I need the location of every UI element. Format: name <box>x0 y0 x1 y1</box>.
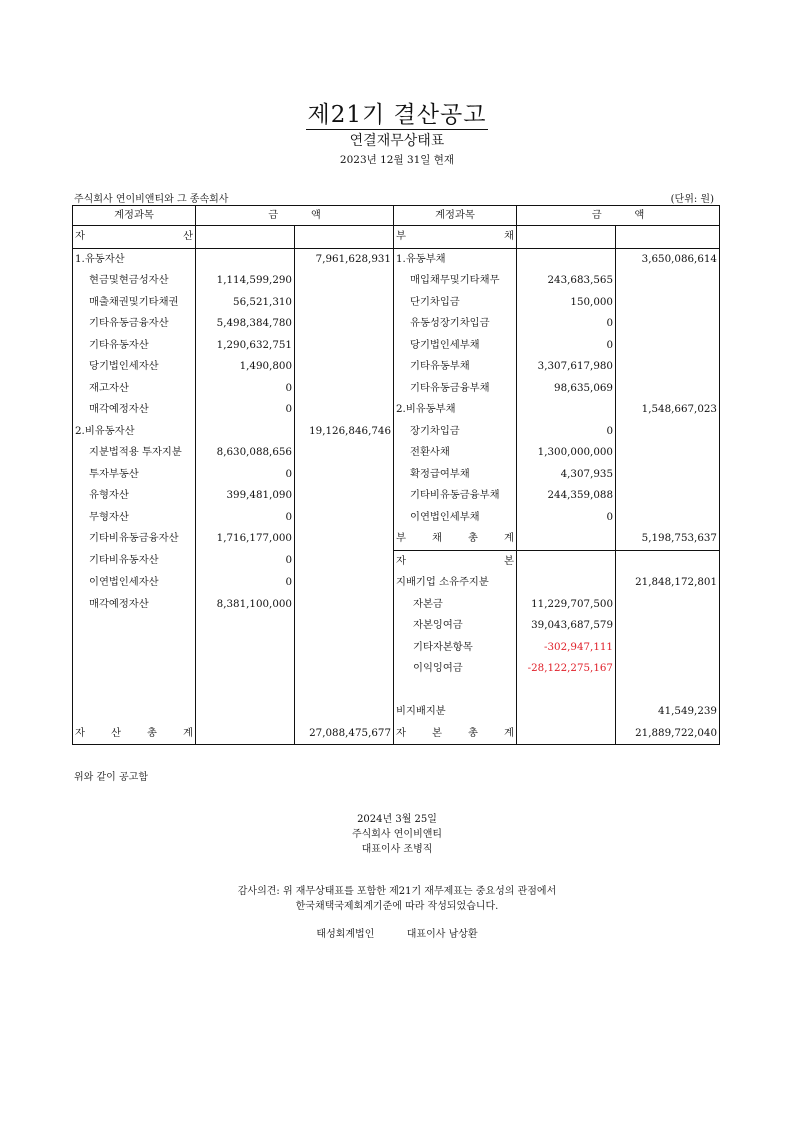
left-detail-amount: 1,290,632,751 <box>196 335 295 357</box>
left-account-cell: 기타비유동금융자산 <box>73 528 196 550</box>
left-total-amount <box>295 442 394 464</box>
right-detail-amount <box>517 528 616 550</box>
left-account-cell: 재고자산 <box>73 378 196 400</box>
left-total-amount <box>295 637 394 659</box>
left-total-amount <box>295 701 394 723</box>
left-detail-amount <box>196 701 295 723</box>
left-account-cell: 1.유동자산 <box>73 248 196 270</box>
table-row <box>73 356 720 378</box>
statement-date: 2023년 12월 31일 현재 <box>339 154 455 166</box>
right-total-amount: 1,548,667,023 <box>616 399 720 421</box>
left-total-amount <box>295 485 394 507</box>
left-detail-amount: 56,521,310 <box>196 292 295 314</box>
left-section-heading: 자 산 <box>73 226 196 249</box>
right-account-cell: 당기법인세부채 <box>394 335 517 357</box>
right-detail-amount: 4,307,935 <box>517 464 616 486</box>
left-detail-amount <box>196 615 295 637</box>
left-account-cell: 유형자산 <box>73 485 196 507</box>
right-total-amount <box>616 378 720 400</box>
left-detail-amount <box>196 723 295 745</box>
right-total-amount <box>616 313 720 335</box>
page-title: 제21기 결산공고 <box>307 102 487 128</box>
right-account-header: 계정과목 <box>394 206 517 226</box>
right-account-cell: 이익잉여금 <box>394 658 517 680</box>
right-detail-amount <box>517 399 616 421</box>
left-total-amount <box>295 335 394 357</box>
left-detail-amount <box>196 248 295 270</box>
notice-date: 2024년 3월 25일 <box>357 814 437 825</box>
left-detail-amount <box>196 226 295 249</box>
left-total-amount <box>295 528 394 550</box>
right-total-amount <box>616 270 720 292</box>
left-total-amount: 19,126,846,746 <box>295 421 394 443</box>
left-total-amount <box>295 356 394 378</box>
left-account-cell: 기타비유동자산 <box>73 550 196 572</box>
left-account-cell: 매각예정자산 <box>73 594 196 616</box>
notice-ceo: 대표이사 조병직 <box>361 844 433 855</box>
left-detail-amount <box>196 421 295 443</box>
auditor-ceo: 대표이사 남상환 <box>406 929 478 940</box>
left-account-cell <box>73 637 196 659</box>
auditor-name: 태성회계법인 <box>316 929 375 940</box>
right-amount-header: 금 액 <box>517 206 720 226</box>
right-total-amount <box>616 507 720 529</box>
right-detail-amount: 1,300,000,000 <box>517 442 616 464</box>
left-account-cell: 현금및현금성자산 <box>73 270 196 292</box>
right-account-cell: 기타비유동금융부채 <box>394 485 517 507</box>
table-row <box>73 572 720 594</box>
left-account-cell: 투자부동산 <box>73 464 196 486</box>
left-detail-amount: 8,630,088,656 <box>196 442 295 464</box>
table-row <box>73 421 720 443</box>
right-account-cell: 기타자본항목 <box>394 637 517 659</box>
left-account-cell: 기타유동자산 <box>73 335 196 357</box>
right-account-cell: 자본잉여금 <box>394 615 517 637</box>
right-total-amount: 41,549,239 <box>616 701 720 723</box>
right-total-amount: 21,848,172,801 <box>616 572 720 594</box>
left-account-cell: 매출채권및기타채권 <box>73 292 196 314</box>
left-account-cell: 지분법적용 투자지분 <box>73 442 196 464</box>
right-detail-amount <box>517 680 616 702</box>
right-detail-amount: 0 <box>517 507 616 529</box>
right-account-cell <box>394 680 517 702</box>
right-detail-amount <box>517 226 616 249</box>
left-total-label: 자 산 총 계 <box>73 723 196 745</box>
left-detail-amount: 8,381,100,000 <box>196 594 295 616</box>
table-row <box>73 399 720 421</box>
left-detail-amount <box>196 637 295 659</box>
right-total-amount <box>616 680 720 702</box>
left-account-cell <box>73 701 196 723</box>
right-detail-amount: 0 <box>517 421 616 443</box>
table-row <box>73 615 720 637</box>
table-row <box>73 723 720 745</box>
table-row <box>73 292 720 314</box>
right-detail-amount: 39,043,687,579 <box>517 615 616 637</box>
left-detail-amount: 5,498,384,780 <box>196 313 295 335</box>
right-total-amount <box>616 292 720 314</box>
left-total-amount <box>295 313 394 335</box>
right-account-cell: 전환사채 <box>394 442 517 464</box>
left-detail-amount: 0 <box>196 399 295 421</box>
left-detail-amount: 0 <box>196 550 295 572</box>
table-row <box>73 594 720 616</box>
table-row <box>73 335 720 357</box>
table-row <box>73 550 720 572</box>
left-account-cell: 2.비유동자산 <box>73 421 196 443</box>
right-total-amount <box>616 356 720 378</box>
left-total-amount <box>295 378 394 400</box>
table-row <box>73 701 720 723</box>
left-account-cell: 매각예정자산 <box>73 399 196 421</box>
right-account-cell: 1.유동부채 <box>394 248 517 270</box>
right-detail-amount: 98,635,069 <box>517 378 616 400</box>
right-detail-amount <box>517 723 616 745</box>
left-detail-amount: 0 <box>196 572 295 594</box>
table-row <box>73 637 720 659</box>
left-total-amount <box>295 507 394 529</box>
left-detail-amount: 1,490,800 <box>196 356 295 378</box>
table-row <box>73 658 720 680</box>
left-detail-amount: 0 <box>196 378 295 400</box>
left-total-amount <box>295 615 394 637</box>
left-total-amount <box>295 550 394 572</box>
left-account-cell: 무형자산 <box>73 507 196 529</box>
right-detail-amount: 0 <box>517 313 616 335</box>
table-row <box>73 507 720 529</box>
audit-opinion-line2: 한국채택국제회계기준에 따라 작성되었습니다. <box>295 901 499 912</box>
right-account-cell: 비지배지분 <box>394 701 517 723</box>
right-detail-amount <box>517 572 616 594</box>
left-detail-amount <box>196 658 295 680</box>
right-total-amount <box>616 464 720 486</box>
right-account-cell: 자본금 <box>394 594 517 616</box>
left-total-amount <box>295 594 394 616</box>
statement-name: 연결재무상태표 <box>349 133 445 149</box>
right-account-cell: 유동성장기차입금 <box>394 313 517 335</box>
right-account-cell: 지배기업 소유주지분 <box>394 572 517 594</box>
table-row <box>73 313 720 335</box>
unit-label: (단위: 원) <box>670 194 714 205</box>
right-total-amount <box>616 442 720 464</box>
right-total-label: 자 본 총 계 <box>394 723 517 745</box>
notice-company: 주식회사 연이비앤티 <box>351 829 443 840</box>
left-detail-amount: 0 <box>196 464 295 486</box>
right-account-cell: 이연법인세부채 <box>394 507 517 529</box>
right-total-amount <box>616 658 720 680</box>
right-total-amount <box>616 421 720 443</box>
right-total-amount: 5,198,753,637 <box>616 528 720 550</box>
right-detail-amount <box>517 550 616 572</box>
right-detail-amount: 150,000 <box>517 292 616 314</box>
left-total-amount: 27,088,475,677 <box>295 723 394 745</box>
left-account-cell: 기타유동금융자산 <box>73 313 196 335</box>
table-header-row <box>73 206 720 226</box>
right-detail-amount <box>517 248 616 270</box>
table-row <box>73 248 720 270</box>
right-total-amount <box>616 226 720 249</box>
left-total-amount <box>295 399 394 421</box>
left-account-cell <box>73 680 196 702</box>
right-total-amount <box>616 615 720 637</box>
left-account-cell: 이연법인세자산 <box>73 572 196 594</box>
right-detail-amount: 0 <box>517 335 616 357</box>
left-total-amount <box>295 226 394 249</box>
left-total-amount <box>295 270 394 292</box>
table-row <box>73 485 720 507</box>
right-total-amount <box>616 485 720 507</box>
table-row <box>73 378 720 400</box>
table-row <box>73 464 720 486</box>
table-row <box>73 442 720 464</box>
right-detail-amount: -28,122,275,167 <box>517 658 616 680</box>
right-detail-amount: 244,359,088 <box>517 485 616 507</box>
left-total-amount <box>295 572 394 594</box>
right-account-cell: 기타유동금융부채 <box>394 378 517 400</box>
left-detail-amount <box>196 680 295 702</box>
left-total-amount <box>295 464 394 486</box>
left-account-cell <box>73 615 196 637</box>
notice-text: 위와 같이 공고함 <box>74 772 148 783</box>
right-detail-amount: -302,947,111 <box>517 637 616 659</box>
left-account-cell: 당기법인세자산 <box>73 356 196 378</box>
left-detail-amount: 399,481,090 <box>196 485 295 507</box>
right-total-amount <box>616 594 720 616</box>
table-row <box>73 680 720 702</box>
left-detail-amount: 0 <box>196 507 295 529</box>
right-section-heading: 부 채 <box>394 226 517 249</box>
left-detail-amount: 1,716,177,000 <box>196 528 295 550</box>
right-section-heading: 자 본 <box>394 550 517 572</box>
left-total-amount <box>295 658 394 680</box>
right-detail-amount: 3,307,617,980 <box>517 356 616 378</box>
left-detail-amount: 1,114,599,290 <box>196 270 295 292</box>
right-total-amount <box>616 637 720 659</box>
right-detail-amount <box>517 701 616 723</box>
right-detail-amount: 243,683,565 <box>517 270 616 292</box>
right-account-cell: 기타유동부채 <box>394 356 517 378</box>
left-total-amount <box>295 292 394 314</box>
right-account-cell: 단기차입금 <box>394 292 517 314</box>
right-account-cell: 2.비유동부채 <box>394 399 517 421</box>
table-row <box>73 528 720 550</box>
right-total-amount <box>616 335 720 357</box>
table-row <box>73 226 720 249</box>
table-row <box>73 270 720 292</box>
left-total-amount: 7,961,628,931 <box>295 248 394 270</box>
balance-sheet-table <box>72 205 720 745</box>
right-total-amount: 3,650,086,614 <box>616 248 720 270</box>
company-name: 주식회사 연이비앤티와 그 종속회사 <box>74 194 229 205</box>
auditor-signature <box>0 925 794 940</box>
left-total-amount <box>295 680 394 702</box>
left-account-cell <box>73 658 196 680</box>
right-total-label: 부 채 총 계 <box>394 528 517 550</box>
right-account-cell: 매입채무및기타채무 <box>394 270 517 292</box>
audit-opinion-line1: 감사의견: 위 재무상태표를 포함한 제21기 재무제표는 중요성의 관점에서 <box>237 886 557 897</box>
right-total-amount: 21,889,722,040 <box>616 723 720 745</box>
left-account-header: 계정과목 <box>73 206 196 226</box>
left-amount-header: 금 액 <box>196 206 394 226</box>
right-account-cell: 확정급여부채 <box>394 464 517 486</box>
right-account-cell: 장기차입금 <box>394 421 517 443</box>
right-detail-amount: 11,229,707,500 <box>517 594 616 616</box>
right-total-amount <box>616 550 720 572</box>
